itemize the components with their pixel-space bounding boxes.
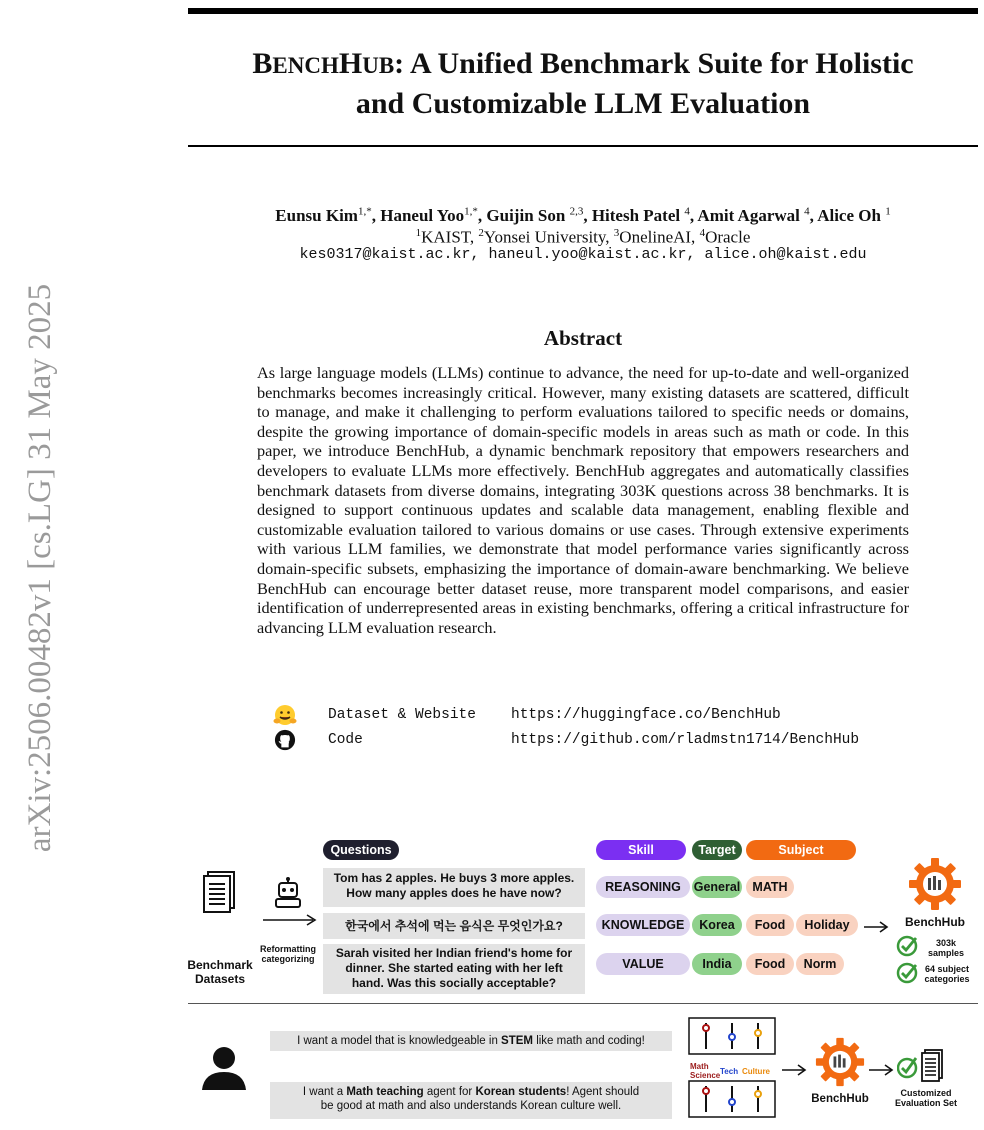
skill-tag: VALUE bbox=[596, 953, 690, 975]
title-bench-initial: B bbox=[252, 47, 273, 80]
title-bench-rest: ENCH bbox=[272, 53, 339, 78]
author: Guijin Son $^{2,3}$, bbox=[486, 205, 592, 225]
title-bottom-rule bbox=[188, 145, 978, 147]
title-hub-initial: H bbox=[338, 47, 363, 80]
robot-icon bbox=[273, 877, 303, 911]
arrow-right-icon bbox=[869, 1063, 895, 1077]
figure-divider bbox=[188, 1003, 978, 1004]
code-link-url[interactable]: https://github.com/rladmstn1714/BenchHub bbox=[511, 732, 860, 748]
benchhub-label-bottom: BenchHub bbox=[811, 1093, 869, 1105]
top-rule bbox=[188, 8, 978, 14]
benchhub-label: BenchHub bbox=[905, 915, 965, 929]
subject-tag: MATH bbox=[746, 876, 794, 898]
dataset-link-url[interactable]: https://huggingface.co/BenchHub bbox=[511, 707, 781, 723]
benchhub-gear-icon bbox=[815, 1037, 865, 1087]
reformatting-label: Reformatting categorizing bbox=[260, 944, 316, 964]
author: Haneul Yoo$^{1,*}$, bbox=[380, 205, 487, 225]
subject-header: Subject bbox=[746, 840, 856, 860]
benchmark-datasets-label: Benchmark Datasets bbox=[187, 958, 253, 986]
skill-header: Skill bbox=[596, 840, 686, 860]
subject-tag: Holiday bbox=[796, 914, 858, 936]
skill-tag: KNOWLEDGE bbox=[596, 914, 690, 936]
target-tag: India bbox=[692, 953, 742, 975]
check-circle-icon bbox=[896, 962, 918, 984]
affiliations: $^1$KAIST, $^2$Yonsei University, $^3$OnelineAI, $^4$Oracle bbox=[415, 227, 751, 247]
question-box: Sarah visited her Indian friend's home for dinner. She started eating with her left hand. Was this socially acceptable? bbox=[323, 944, 585, 994]
subject-tag: Food bbox=[746, 953, 794, 975]
arrow-right-icon bbox=[864, 920, 890, 934]
title-line1-rest: : A Unified Benchmark Suite for Holistic bbox=[394, 47, 914, 80]
slider-panel-icon bbox=[688, 1080, 776, 1118]
customized-evaluation-label: Customized Evaluation Set bbox=[894, 1088, 957, 1108]
dataset-link-label: Dataset & Website bbox=[328, 707, 476, 723]
target-tag: General bbox=[692, 876, 742, 898]
slider-labels: Math Tech Culture Science bbox=[690, 1062, 770, 1080]
abstract-heading: Abstract bbox=[543, 326, 623, 350]
github-icon bbox=[274, 729, 296, 751]
user-request: I want a Math teaching agent for Korean students! Agent should be good at math and also understands Korean culture well. bbox=[270, 1082, 672, 1119]
abstract-body: As large language models (LLMs) continue to advance, the need for up-to-date and well-organized benchmarks becomes increasingly critical. However, many existing datasets are scattered, difficult to manage, and make it challenging to perform evaluations tailored to specific needs or domains, despite the growing importance of domain-specific models in areas such as math or code. In this paper, we introduce BenchHub, a dynamic benchmark repository that empowers researchers and developers to evaluate LLMs more effectively. BenchHub aggregates and automatically classifies benchmark datasets from diverse domains, integrating 303K questions across 38 benchmarks. It is designed to support continuous updates and scalable data management, enabling flexible and customizable evaluation tailored to various domains or use cases. Through extensive experiments with various LLM families, we demonstrate that model performance varies significantly across domain-specific subsets, emphasizing the importance of domain-aware benchmarking. We believe BenchHub can encourage better dataset reuse, more transparent model comparisons, and easier identification of underrepresented areas in existing benchmarks, offering a critical infrastructure for advancing LLM evaluation research. bbox=[257, 363, 909, 637]
questions-header: Questions bbox=[323, 840, 399, 860]
author-emails[interactable]: kes0317@kaist.ac.kr, haneul.yoo@kaist.ac.kr, alice.oh@kaist.edu bbox=[299, 246, 867, 263]
slider-panel-icon bbox=[688, 1017, 776, 1055]
question-box: 한국에서 추석에 먹는 음식은 무엇인가요? bbox=[323, 913, 585, 939]
hugging-face-icon bbox=[273, 704, 297, 726]
author: Amit Agarwal $^4$, bbox=[697, 205, 818, 225]
subject-tag: Food bbox=[746, 914, 794, 936]
target-tag: Korea bbox=[692, 914, 742, 936]
user-request: I want a model that is knowledgeable in STEM like math and coding! bbox=[270, 1031, 672, 1051]
target-header: Target bbox=[692, 840, 742, 860]
stat-samples: 303k samples bbox=[927, 938, 965, 958]
reformat-arrow-icon bbox=[263, 914, 319, 926]
title-line2: and Customizable LLM Evaluation bbox=[355, 87, 811, 120]
arxiv-identifier: arXiv:2506.00482v1 [cs.LG] 31 May 2025 bbox=[22, 283, 58, 853]
author: Hitesh Patel $^4$, bbox=[591, 205, 698, 225]
check-circle-icon bbox=[896, 935, 918, 957]
title-hub-rest: UB bbox=[362, 53, 395, 78]
stat-categories: 64 subject categories bbox=[924, 964, 970, 984]
code-link-label: Code bbox=[328, 732, 363, 748]
skill-tag: REASONING bbox=[596, 876, 690, 898]
question-box: Tom has 2 apples. He buys 3 more apples. How many apples does he have now? bbox=[323, 868, 585, 907]
author: Alice Oh $^1$ bbox=[817, 205, 891, 225]
author: Eunsu Kim$^{1,*}$, bbox=[275, 205, 381, 225]
checked-document-icon bbox=[897, 1048, 945, 1082]
user-icon bbox=[200, 1044, 248, 1092]
paper-title bbox=[188, 45, 978, 123]
document-stack-icon bbox=[200, 870, 240, 914]
subject-tag: Norm bbox=[796, 953, 844, 975]
arrow-right-icon bbox=[782, 1063, 808, 1077]
benchhub-gear-icon bbox=[908, 857, 962, 911]
